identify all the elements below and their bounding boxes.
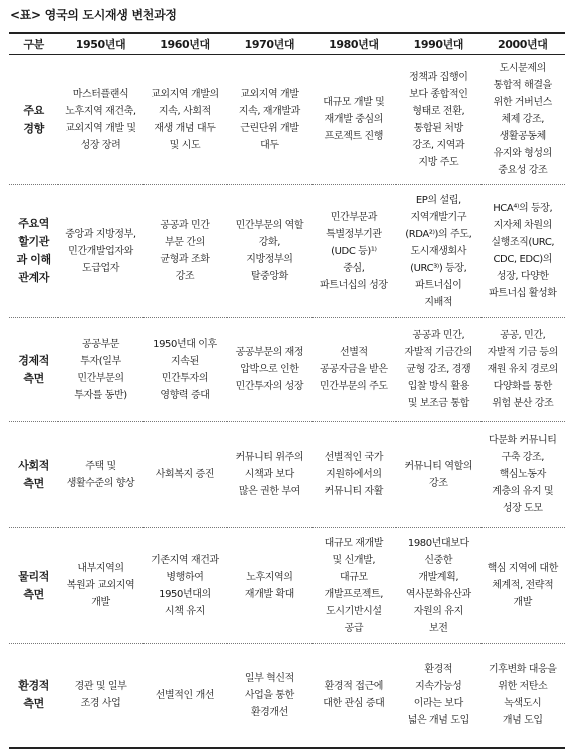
table-cell: 핵심 지역에 대한 체계적, 전략적 개발 <box>487 563 558 608</box>
table-cell: 도시문제의 통합적 해결을 위한 거버넌스 체제 강조, 생활공동체 유지와 형성의 중요성 강조 <box>493 63 552 176</box>
table-cell: 공공부문의 재정 압박으로 인한 민간투자의 성장 <box>235 347 304 392</box>
table-cell: 경관 및 일부 조경 사업 <box>74 681 127 710</box>
table-cell: 공공부문 투자(일부 민간부문의 투자를 동반) <box>74 338 127 401</box>
table-cell: 중앙과 지방정부, 민간개발업자와 도급업자 <box>65 228 136 274</box>
table-cell: 정책과 집행이 보다 종합적인 형태로 전환, 통합된 처방 강조, 지역과 지방 주도 <box>409 71 468 168</box>
header-1950s: 1950년대 <box>58 33 142 55</box>
table-cell: HCA⁴⁾의 등장, 지자체 차원의 실행조직(URC, CDC, EDC)의 성장, 다양한 파트너십 활성화 <box>488 203 557 299</box>
row-environmental <box>9 644 565 748</box>
row-economic <box>9 318 565 422</box>
table-cell: 일부 혁신적 사업을 통한 환경개선 <box>244 672 294 718</box>
table-cell: 1950년대 이후 지속된 민간투자의 영향력 증대 <box>153 338 217 401</box>
table-cell: 주택 및 생활수준의 향상 <box>66 460 135 489</box>
table-cell: 마스터플랜식 노후지역 재건축, 교외지역 개발 및 성장 장려 <box>65 88 136 151</box>
table-cell: 교외지역 개발 지속, 재개발과 근린단위 개발 대두 <box>238 88 300 151</box>
row-label: 환경적 측면 <box>18 679 49 711</box>
row-physical <box>9 528 565 644</box>
header-row <box>9 33 565 55</box>
row-social <box>9 422 565 528</box>
table-cell: 다문화 커뮤니티 구축 강조, 핵심노동자 계층의 유지 및 성장 도모 <box>488 435 557 514</box>
row-label: 물리적 측면 <box>18 569 49 601</box>
urban-regeneration-table <box>9 32 565 749</box>
table-cell: 1980년대보다 신중한 개발계획, 역사문화유산과 자원의 유지 보전 <box>405 537 471 634</box>
table-cell: 선별적인 국가 지원하에서의 커뮤니티 자활 <box>324 452 384 497</box>
table-cell: 공공과 민간, 자발적 기금간의 균형 강조, 경쟁 입찰 방식 활용 및 보조금 통합 <box>404 330 473 409</box>
table-cell: 교외지역 개발의 지속, 사회적 재생 개념 대두 및 시도 <box>151 88 219 151</box>
row-label: 사회적 측면 <box>18 458 49 490</box>
table-cell: 대규모 재개발 및 신개발, 대규모 개발프로젝트, 도시기반시설 공급 <box>324 537 384 634</box>
table-cell: 민간부문과 특별정부기관 (UDC 등)¹⁾ 중심, 파트너십의 성장 <box>320 211 388 291</box>
table-cell: 선별적 공공자금을 받은 민간부문의 주도 <box>320 347 388 392</box>
table-cell: 선별적인 개선 <box>155 689 215 701</box>
table-cell: 기존지역 재건과 병행하여 1950년대의 시책 유지 <box>151 554 219 617</box>
row-label: 주요 경향 <box>23 103 44 135</box>
table-cell: 노후지역의 재개발 확대 <box>244 571 294 600</box>
table-cell: 민간부문의 역할 강화, 지방정부의 탈중앙화 <box>235 220 304 282</box>
table-cell: 환경적 접근에 대한 관심 증대 <box>323 681 385 710</box>
table-cell: 공공과 민간 부문 간의 균형과 조화 강조 <box>160 220 210 282</box>
table-cell: 커뮤니티 역할의 강조 <box>404 460 473 489</box>
table-cell: 사회복지 증진 <box>155 469 215 480</box>
table-cell: 대규모 개발 및 재개발 중심의 프로젝트 진행 <box>323 97 385 142</box>
table-cell: EP의 설립, 지역개발기구 (RDA²⁾)의 주도, 도시재생회사 (URC³⁾) 등장, 파트너십이 지배적 <box>405 194 472 308</box>
table-cell: 내부지역의 복원과 교외지역 개발 <box>66 563 135 608</box>
row-label: 주요역 할기관 과 이해 관계자 <box>16 217 51 284</box>
header-category: 구분 <box>9 33 58 55</box>
header-1980s: 1980년대 <box>312 33 396 55</box>
table-cell: 기후변화 대응을 위한 저탄소 녹색도시 개념 도입 <box>488 664 557 727</box>
table-cell: 환경적 지속가능성 이라는 보다 넓은 개념 도입 <box>407 664 469 727</box>
table-cell: 커뮤니티 위주의 시책과 보다 많은 권한 부여 <box>235 452 304 497</box>
header-1960s: 1960년대 <box>143 33 227 55</box>
table-caption: <표> 영국의 도시재생 변천과정 <box>10 8 177 22</box>
row-key-actors <box>9 185 565 318</box>
header-2000s: 2000년대 <box>481 33 565 55</box>
row-label: 경제적 측면 <box>18 353 49 385</box>
table-cell: 공공, 민간, 자발적 기금 등의 재원 유치 경로의 다양화를 통한 위험 분산 강조 <box>487 330 558 409</box>
header-1970s: 1970년대 <box>227 33 311 55</box>
header-1990s: 1990년대 <box>396 33 480 55</box>
row-main-trends <box>9 55 565 185</box>
